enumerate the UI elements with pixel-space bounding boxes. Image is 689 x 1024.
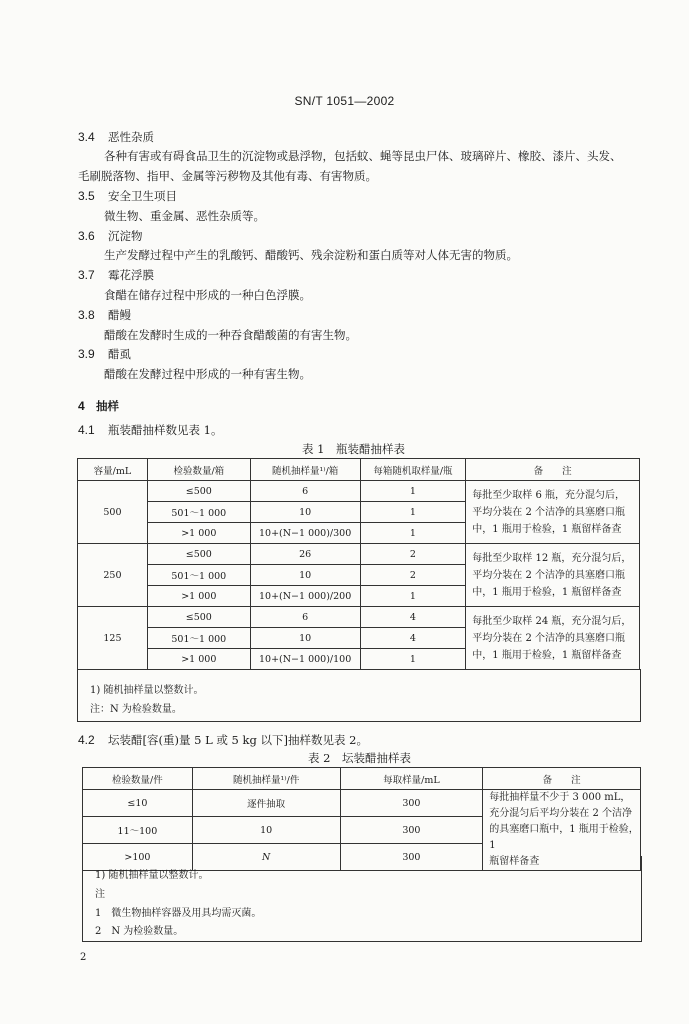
remarks-line: 平均分装在 2 个洁净的具塞磨口瓶 xyxy=(472,632,626,644)
section-number: 3.9 xyxy=(78,347,95,361)
table-cell: 1 xyxy=(360,586,466,607)
table-caption: 表 2 坛装醋抽样表 xyxy=(308,751,411,765)
remarks-line: 中，1 瓶用于检验，1 瓶留样备查 xyxy=(472,523,622,535)
table-cell: 逐件抽取 xyxy=(192,790,340,817)
section-body: 醋酸在发酵过程中形成的一种有害生物。 xyxy=(104,367,311,381)
table-row xyxy=(83,790,641,817)
table-cell: 10+(N−1 000)/200 xyxy=(250,586,360,607)
table-cell: 1 xyxy=(360,502,466,523)
table-header: 容量/mL xyxy=(78,459,148,481)
section-body: 各种有害或有碍食品卫生的沉淀物或悬浮物，包括蚊、蝇等昆虫尸体、玻璃碎片、橡胶、漆片、头发、 xyxy=(104,149,622,163)
footnote-line: 1 微生物抽样容器及用具均需灭菌。 xyxy=(95,908,262,919)
remarks-line: 每批至少取样 24 瓶，充分混匀后， xyxy=(472,615,632,627)
table-header: 备 注 xyxy=(483,768,641,790)
table-row xyxy=(78,481,640,502)
table-cell: 10+(N−1 000)/300 xyxy=(250,523,360,544)
footnote-line: 1) 随机抽样量以整数计。 xyxy=(95,870,209,881)
table-cell: 2 xyxy=(360,565,466,586)
remarks-line: 的具塞磨口瓶中，1 瓶用于检验，1 xyxy=(489,824,639,851)
table-cell: >1 000 xyxy=(147,649,250,670)
table-cell: 1 xyxy=(360,523,466,544)
section-body: 生产发酵过程中产生的乳酸钙、醋酸钙、残余淀粉和蛋白质等对人体无害的物质。 xyxy=(104,248,518,262)
section-number: 3.7 xyxy=(78,268,95,282)
table-cell: ≤10 xyxy=(83,790,193,817)
remarks-line: 平均分装在 2 个洁净的具塞磨口瓶 xyxy=(472,506,626,518)
section-title: 安全卫生项目 xyxy=(108,189,177,203)
table-cell: 26 xyxy=(250,544,360,565)
section-body: 微生物、重金属、恶性杂质等。 xyxy=(104,209,265,223)
table-cell: 1 xyxy=(360,481,466,502)
page-number: 2 xyxy=(80,952,87,963)
remarks-line: 瓶留样备查 xyxy=(489,856,540,867)
table-cell: 4 xyxy=(360,607,466,628)
footnote-line: 1) 随机抽样量以整数计。 xyxy=(90,685,204,696)
table-cell: 2 xyxy=(360,544,466,565)
bottle-sampling-table xyxy=(77,458,640,670)
table-row xyxy=(78,544,640,565)
remarks-line: 每批至少取样 6 瓶，充分混匀后， xyxy=(472,489,626,501)
table-header: 备 注 xyxy=(466,459,640,481)
remarks-cell xyxy=(466,544,640,607)
remarks-line: 平均分装在 2 个洁净的具塞磨口瓶 xyxy=(472,569,626,581)
table-row xyxy=(78,607,640,628)
table-cell: 501～1 000 xyxy=(147,502,250,523)
paragraph: 瓶装醋抽样数见表 1。 xyxy=(108,423,223,437)
table-cell: 500 xyxy=(78,481,148,544)
table-cell: ≤500 xyxy=(147,544,250,565)
section-title: 沉淀物 xyxy=(108,229,143,243)
table-cell: 300 xyxy=(340,790,483,817)
table-cell: >1 000 xyxy=(147,523,250,544)
remarks-cell xyxy=(466,481,640,544)
section-number: 4 xyxy=(78,399,85,413)
paragraph: 坛装醋[容(重)量 5 L 或 5 kg 以下]抽样数见表 2。 xyxy=(108,733,368,747)
table-header: 每箱随机取样量/瓶 xyxy=(360,459,466,481)
table-cell: ≤500 xyxy=(147,481,250,502)
section-body: 毛刷脱落物、指甲、金属等污秽物及其他有毒、有害物质。 xyxy=(78,169,377,183)
section-number: 4.1 xyxy=(78,423,95,437)
table-cell: >1 000 xyxy=(147,586,250,607)
table-cell: 501～1 000 xyxy=(147,628,250,649)
table-header: 检验数量/箱 xyxy=(147,459,250,481)
page-header: SN/T 1051—2002 xyxy=(294,94,395,108)
section-title: 醋鳗 xyxy=(108,308,131,322)
section-number: 3.8 xyxy=(78,308,95,322)
section-number: 3.6 xyxy=(78,229,95,243)
table-cell: 10+(N−1 000)/100 xyxy=(250,649,360,670)
remarks-line: 每批至少取样 12 瓶，充分混匀后， xyxy=(472,552,632,564)
table-cell: 10 xyxy=(250,565,360,586)
section-title: 恶性杂质 xyxy=(108,130,154,144)
table-cell: 6 xyxy=(250,607,360,628)
table-cell: 10 xyxy=(250,502,360,523)
table-cell: 125 xyxy=(78,607,148,670)
section-title: 抽样 xyxy=(96,399,119,413)
table-cell: 10 xyxy=(250,628,360,649)
table-cell: ≤500 xyxy=(147,607,250,628)
table-header: 随机抽样量¹⁾/箱 xyxy=(250,459,360,481)
table-cell: N xyxy=(192,844,340,871)
footnote-line: 注：N 为检验数量。 xyxy=(90,704,182,715)
remarks-line: 每批抽样量不少于 3 000 mL， xyxy=(489,792,631,803)
table-header: 检验数量/件 xyxy=(83,768,193,790)
table-footnote xyxy=(82,856,642,942)
table-header: 每取样量/mL xyxy=(340,768,483,790)
table-cell: 10 xyxy=(192,817,340,844)
table-cell: >100 xyxy=(83,844,193,871)
table-caption: 表 1 瓶装醋抽样表 xyxy=(302,442,405,456)
table-cell: 4 xyxy=(360,628,466,649)
table-cell: 300 xyxy=(340,844,483,871)
section-title: 醋虱 xyxy=(108,347,131,361)
table-cell: 6 xyxy=(250,481,360,502)
table-footnote xyxy=(77,669,641,722)
table-cell: 1 xyxy=(360,649,466,670)
section-number: 3.4 xyxy=(78,130,95,144)
remarks-cell xyxy=(466,607,640,670)
section-body: 醋酸在发酵时生成的一种吞食醋酸菌的有害生物。 xyxy=(104,328,357,342)
footnote-line: 2 N 为检验数量。 xyxy=(95,926,184,937)
section-title: 霉花浮膜 xyxy=(108,268,154,282)
table-cell: 11～100 xyxy=(83,817,193,844)
remarks-line: 充分混匀后平均分装在 2 个洁净 xyxy=(489,808,632,819)
remarks-line: 中，1 瓶用于检验，1 瓶留样备查 xyxy=(472,649,622,661)
table-cell: 300 xyxy=(340,817,483,844)
table-cell: 250 xyxy=(78,544,148,607)
section-number: 3.5 xyxy=(78,189,95,203)
footnote-line: 注 xyxy=(95,889,105,900)
table-cell: 501～1 000 xyxy=(147,565,250,586)
remarks-line: 中，1 瓶用于检验，1 瓶留样备查 xyxy=(472,586,622,598)
section-number: 4.2 xyxy=(78,733,95,747)
table-header: 随机抽样量¹⁾/件 xyxy=(192,768,340,790)
section-body: 食醋在储存过程中形成的一种白色浮膜。 xyxy=(104,288,311,302)
